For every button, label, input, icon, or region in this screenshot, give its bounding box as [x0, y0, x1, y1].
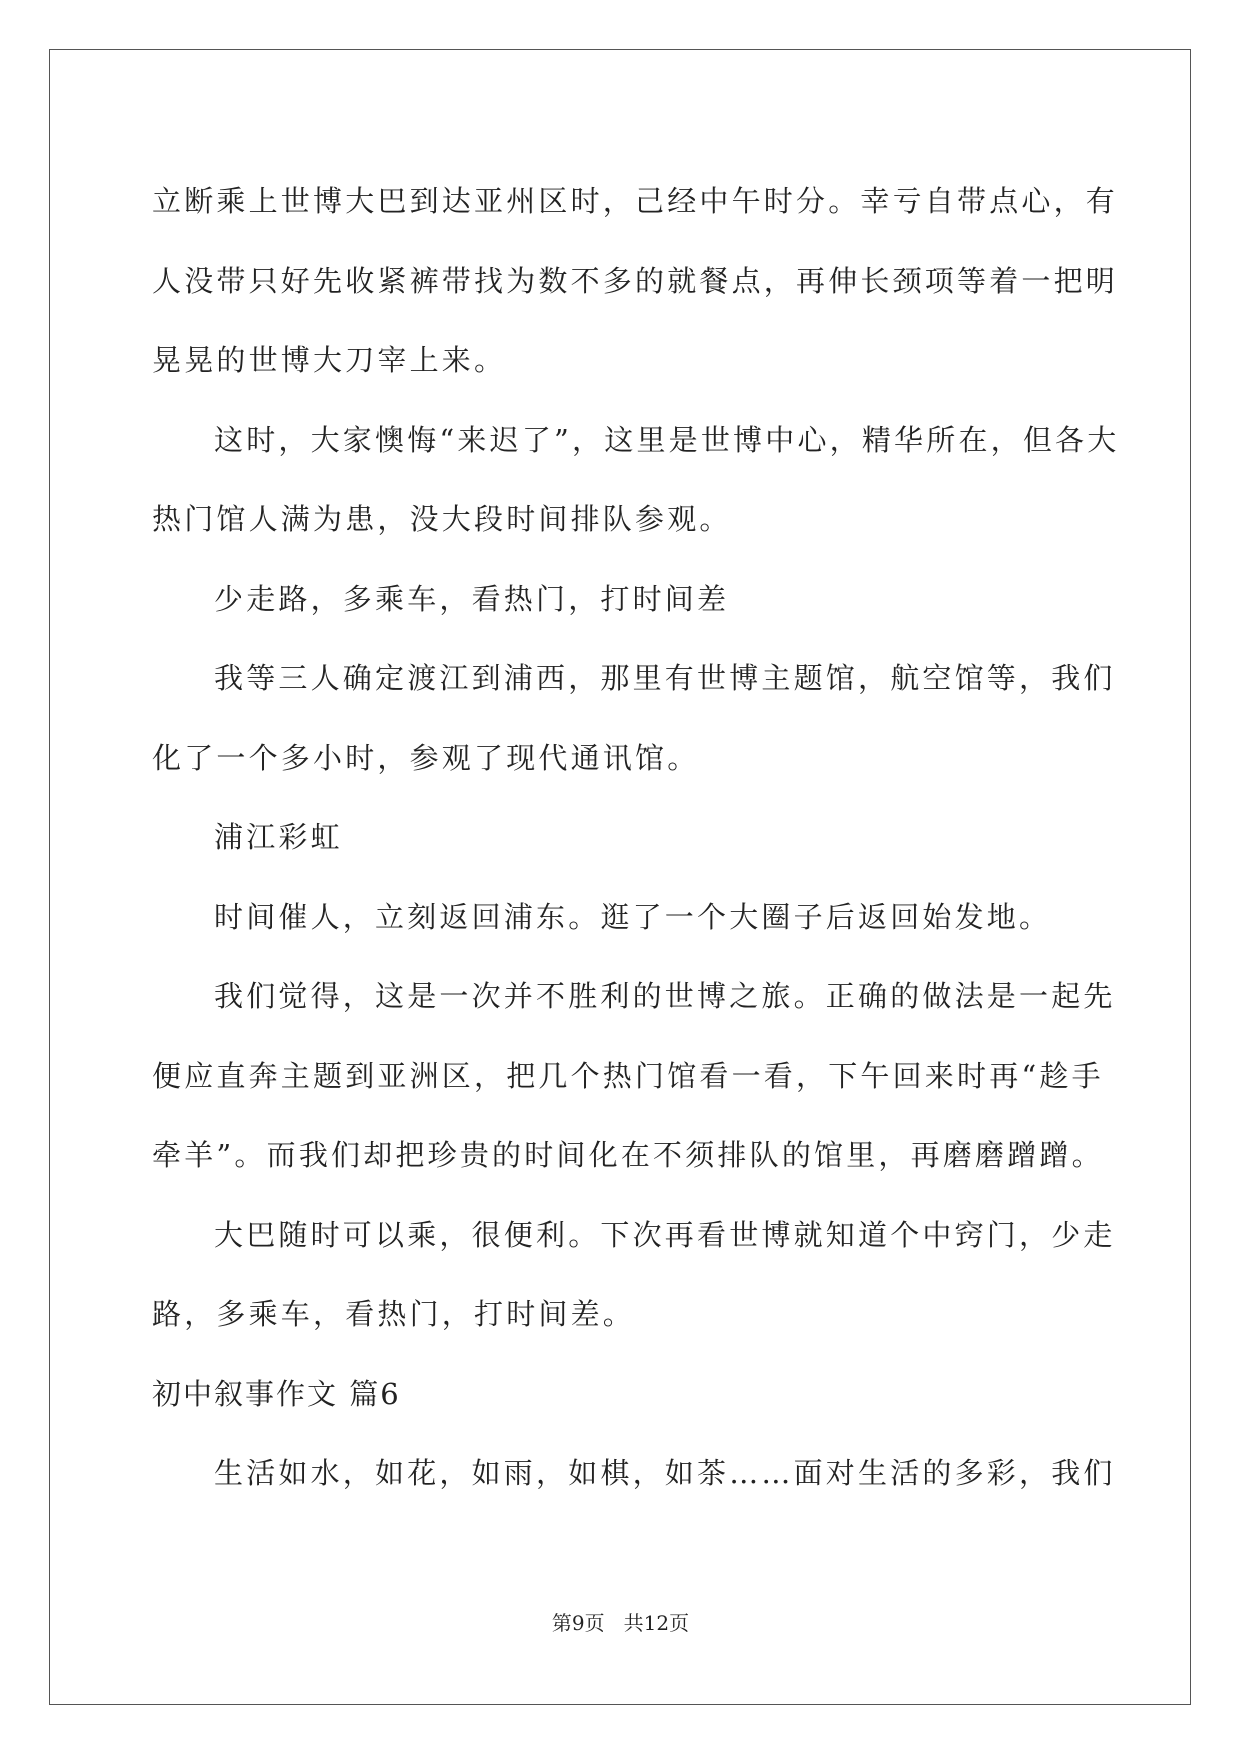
- text-line-1: 立断乘上世博大巴到达亚州区时，己经中午时分。幸亏自带点心，有: [152, 184, 1119, 218]
- text-line-3: 晃晃的世博大刀宰上来。: [152, 343, 507, 377]
- text-line-5: 热门馆人满为患，没大段时间排队参观。: [152, 502, 732, 536]
- text-line-2: 人没带只好先收紧裤带找为数不多的就餐点，再伸长颈项等着一把明: [152, 263, 1119, 298]
- text-line-13: 牵羊”。而我们却把珍贵的时间化在不须排队的馆里，再磨磨蹭蹭。: [152, 1138, 1104, 1172]
- text-line-8: 化了一个多小时，参观了现代通讯馆。: [152, 740, 700, 775]
- text-line-14: 大巴随时可以乘，很便利。下次再看世博就知道个中窍门，少走: [214, 1217, 1116, 1252]
- text-line-17: 生活如水，如花，如雨，如棋，如茶……面对生活的多彩，我们: [214, 1456, 1116, 1490]
- text-line-4: 这时，大家懊悔“来迟了”，这里是世博中心，精华所在，但各大: [214, 422, 1120, 457]
- page-total: 共12页: [623, 1611, 690, 1635]
- text-line-12: 便应直奔主题到亚洲区，把几个热门馆看一看，下午回来时再“趁手: [152, 1058, 1104, 1093]
- text-line-11: 我们觉得，这是一次并不胜利的世博之旅。正确的做法是一起先: [214, 979, 1116, 1013]
- text-line-9: 浦江彩虹: [214, 820, 343, 854]
- text-line-10: 时间催人，立刻返回浦东。逛了一个大圈子后返回始发地。: [214, 899, 1052, 934]
- text-line-6: 少走路，多乘车，看热门，打时间差: [214, 581, 730, 616]
- document-body: [152, 162, 1120, 1514]
- page-number: 第9页: [551, 1611, 605, 1635]
- section-heading: 初中叙事作文 篇6: [152, 1376, 401, 1411]
- text-line-15: 路，多乘车，看热门，打时间差。: [152, 1297, 636, 1331]
- text-line-7: 我等三人确定渡江到浦西，那里有世博主题馆，航空馆等，我们: [214, 661, 1116, 695]
- page-footer: [0, 1607, 1241, 1636]
